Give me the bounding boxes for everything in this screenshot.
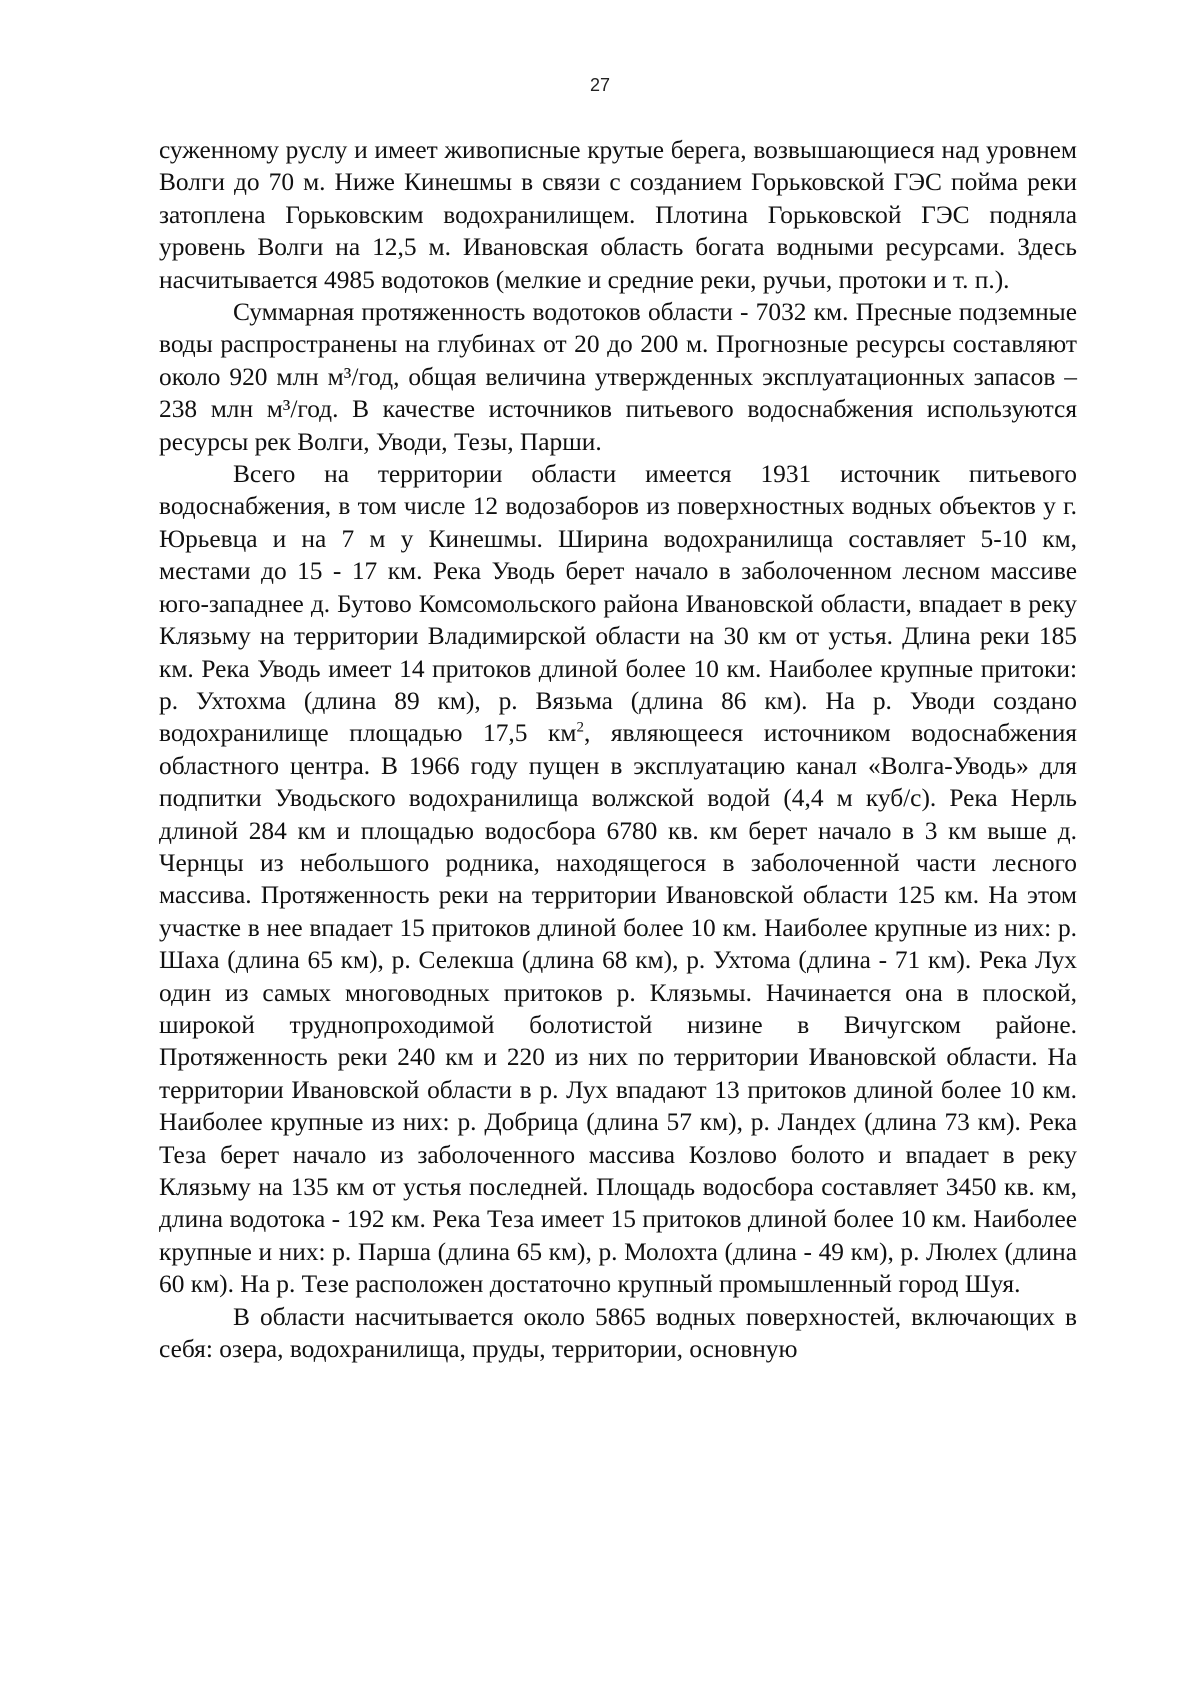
paragraph-4	[159, 1301, 1077, 1366]
page-number: 27	[589, 75, 611, 95]
paragraph-2-text: Суммарная протяженность водотоков области - 7032 км. Пресные подземные воды распространены на глубинах от 20 до 200 м. Прогнозные ресурсы составляют около 920 млн м³/год, общая величина утвержденных эксплуатационных запасов – 238 млн м³/год. В качестве источников питьевого водоснабжения используются ресурсы рек Волги, Уводи, Тезы, Парши.	[159, 298, 1077, 456]
paragraph-1	[159, 134, 1077, 296]
paragraph-2	[159, 296, 1077, 458]
paragraph-4-text: В области насчитывается около 5865 водных поверхностей, включающих в себя: озера, водохранилища, пруды, территории, основную	[159, 1302, 1077, 1364]
paragraph-3	[159, 458, 1077, 1301]
superscript-square: 2	[576, 719, 584, 736]
paragraph-1-text: суженному руслу и имеет живописные крутые берега, возвышающиеся над уровнем Волги до 70 м. Ниже Кинешмы в связи с созданием Горьковской ГЭС пойма реки затоплена Горьковским водохранилищем. Плотина Горьковской ГЭС подняла уровень Волги на 12,5 м. Ивановская область богата водными ресурсами. Здесь насчитывается 4985 водотоков (мелкие и средние реки, ручьи, протоки и т. п.).	[159, 136, 1077, 294]
paragraph-3-text-part-1: Всего на территории области имеется 1931 источник питьевого водоснабжения, в том числе 12 водозаборов из поверхностных водных объектов у г. Юрьевца и на 7 м у Кинешмы. Ширина водохранилища составляет 5-10 км, местами до 15 - 17 км. Река Уводь берет начало в заболоченном лесном массиве юго-западнее д. Бутово Комсомольского района Ивановской области, впадает в реку Клязьму на территории Владимирской области на 30 км от устья. Длина реки 185 км. Река Уводь имеет 14 притоков длиной более 10 км. Наиболее крупные притоки: р. Ухтохма (длина 89 км), р. Вязьма (длина 86 км). На р. Уводи создано водохранилище площадью 17,5 км	[159, 460, 1077, 748]
body-text	[159, 134, 1077, 1365]
paragraph-3-text-part-2: , являющееся источником водоснабжения областного центра. В 1966 году пущен в эксплуатацию канал «Волга-Уводь» для подпитки Уводьского водохранилища волжской водой (4,4 м куб/с). Река Нерль длиной 284 км и площадью водосбора 6780 кв. км берет начало в 3 км выше д. Чернцы из небольшого родника, находящегося в заболоченной части лесного массива. Протяженность реки на территории Ивановской области 125 км. На этом участке в нее впадает 15 притоков длиной более 10 км. Наиболее крупные из них: р. Шаха (длина 65 км), р. Селекша (длина 68 км), р. Ухтома (длина - 71 км). Река Лух один из самых многоводных притоков р. Клязьмы. Начинается она в плоской, широкой труднопроходимой болотистой низине в Вичугском районе. Протяженность реки 240 км и 220 из них по территории Ивановской области. На территории Ивановской области в р. Лух впадают 13 притоков длиной более 10 км. Наиболее крупные из них: р. Добрица (длина 57 км), р. Ландех (длина 73 км). Река Теза берет начало из заболоченного массива Козлово болото и впадает в реку Клязьму на 135 км от устья последней. Площадь водосбора составляет 3450 кв. км, длина водотока - 192 км. Река Теза имеет 15 притоков длиной более 10 км. Наиболее крупные и них: р. Парша (длина 65 км), р. Молохта (длина - 49 км), р. Люлех (длина 60 км). На р. Тезе расположен достаточно крупный промышленный город Шуя.	[159, 719, 1077, 1299]
